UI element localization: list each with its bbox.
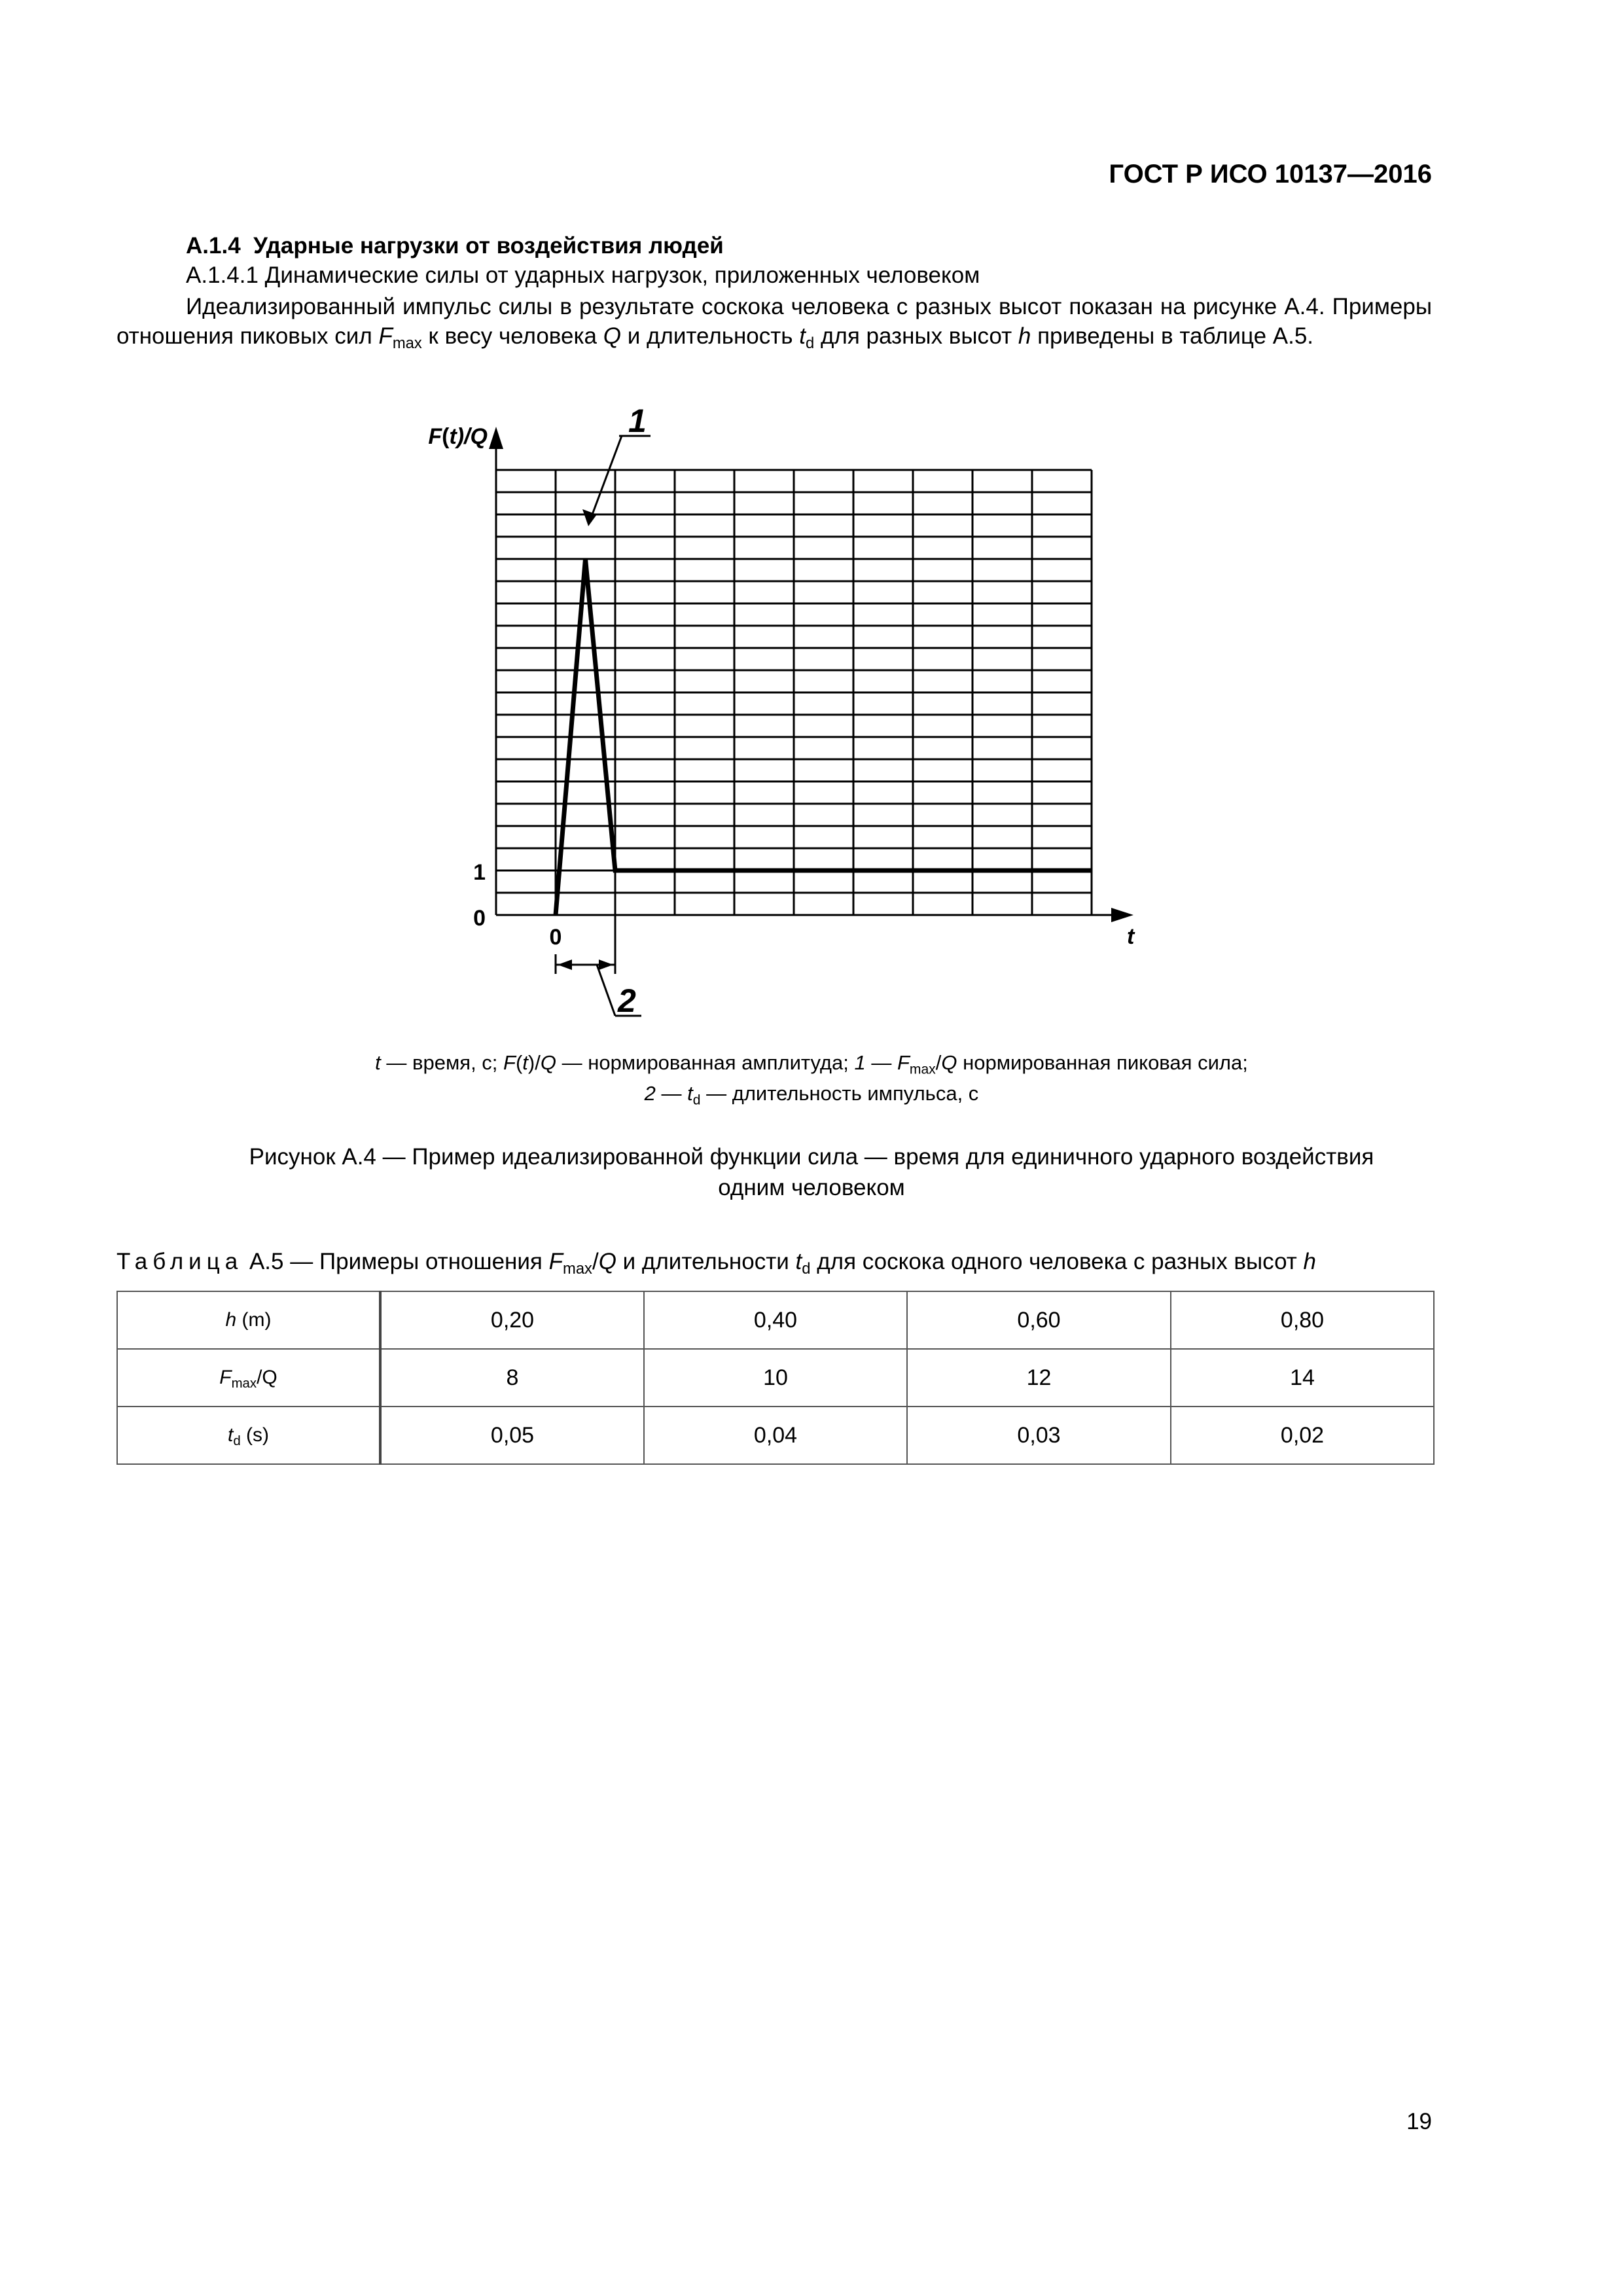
table-row xyxy=(117,1407,1434,1464)
figure-a4-chart xyxy=(0,0,1623,1126)
paragraph-text: Идеализированный импульс силы в результате соскока человека с разных высот показан на рисунке А.4. Примеры отношения пиковых сил xyxy=(116,294,1432,349)
figure-legend-line-1: t — время, с; F(t)/Q — нормированная амплитуда; 1 — $F_{max}/Q$ нормированная пиковая сила; xyxy=(375,1051,1248,1077)
table-cell: 0,20 xyxy=(380,1291,644,1349)
table-cell: 0,80 xyxy=(1171,1291,1434,1349)
callout-2-label: 2 xyxy=(618,982,636,1019)
table-cell: 0,02 xyxy=(1171,1407,1434,1464)
var-t: t xyxy=(799,323,806,349)
paragraph-text: и длительность xyxy=(620,323,800,349)
page-number: 19 xyxy=(1406,2109,1432,2134)
section-number: А.1.4 xyxy=(186,233,241,259)
table-row xyxy=(117,1349,1434,1407)
table-title: Таблица А.5 — Примеры отношения $F_{max}/Q$ и длительности $t_d$ для соскока одного человека с разных высот h xyxy=(116,1249,1316,1278)
table-cell: 0,60 xyxy=(907,1291,1171,1349)
x-axis-arrow-icon xyxy=(1111,908,1133,922)
section-title: Ударные нагрузки от воздействия людей xyxy=(253,233,724,259)
y-axis-arrow-icon xyxy=(489,427,503,449)
table-cell: 0,04 xyxy=(644,1407,907,1464)
document-header: ГОСТ Р ИСО 10137—2016 xyxy=(1109,160,1432,188)
var-f: F xyxy=(378,323,393,349)
data-table xyxy=(116,1291,1435,1465)
figure-caption-line-1: Рисунок А.4 — Пример идеализированной функции сила — время для единичного ударного воздействия xyxy=(249,1144,1374,1170)
callout-1-label: 1 xyxy=(628,403,647,439)
table-row xyxy=(117,1291,1434,1349)
table-cell: 10 xyxy=(644,1349,907,1407)
callout-1-leader xyxy=(590,436,622,520)
x-axis-label: t xyxy=(1127,924,1135,949)
subsection-heading: А.1.4.1 Динамические силы от ударных нагрузок, приложенных человеком xyxy=(186,262,980,288)
callout-1-arrow-icon xyxy=(582,509,597,526)
table-cell: 12 xyxy=(907,1349,1171,1407)
sub-max: max xyxy=(392,334,422,353)
table-cell: 14 xyxy=(1171,1349,1434,1407)
table-cell: 0,40 xyxy=(644,1291,907,1349)
sub-d: d xyxy=(806,334,815,353)
table-label: Таблица xyxy=(116,1249,243,1274)
figure-caption-line-2: одним человеком xyxy=(718,1175,905,1200)
table-cell: 8 xyxy=(380,1349,644,1407)
callout-2-leader xyxy=(597,965,615,1016)
paragraph-text: приведены в таблице А.5. xyxy=(1031,323,1314,349)
paragraph-text: для разных высот xyxy=(814,323,1018,349)
paragraph-text: к весу человека xyxy=(421,323,603,349)
chart-grid xyxy=(496,470,1092,915)
y-tick-label-0: 0 xyxy=(473,906,486,931)
var-h: h xyxy=(1018,323,1031,349)
figure-caption xyxy=(0,1141,1623,1203)
table-cell: 0,03 xyxy=(907,1407,1171,1464)
x-tick-label-0: 0 xyxy=(549,925,562,950)
dim-arrow-left-icon xyxy=(558,960,572,970)
table-row-header: $F_{max}/Q$ xyxy=(117,1349,380,1407)
dim-arrow-right-icon xyxy=(599,960,613,970)
y-tick-label-1: 1 xyxy=(473,860,486,885)
table-row-header: $t_d$ (s) xyxy=(117,1407,380,1464)
y-axis-label: F(t)/Q xyxy=(428,424,488,449)
figure-legend-line-2: 2 — $t_d$ — длительность импульса, с xyxy=(644,1082,979,1108)
var-q: Q xyxy=(603,323,621,349)
table-cell: 0,05 xyxy=(380,1407,644,1464)
table-row-header: h (m) xyxy=(117,1291,380,1349)
